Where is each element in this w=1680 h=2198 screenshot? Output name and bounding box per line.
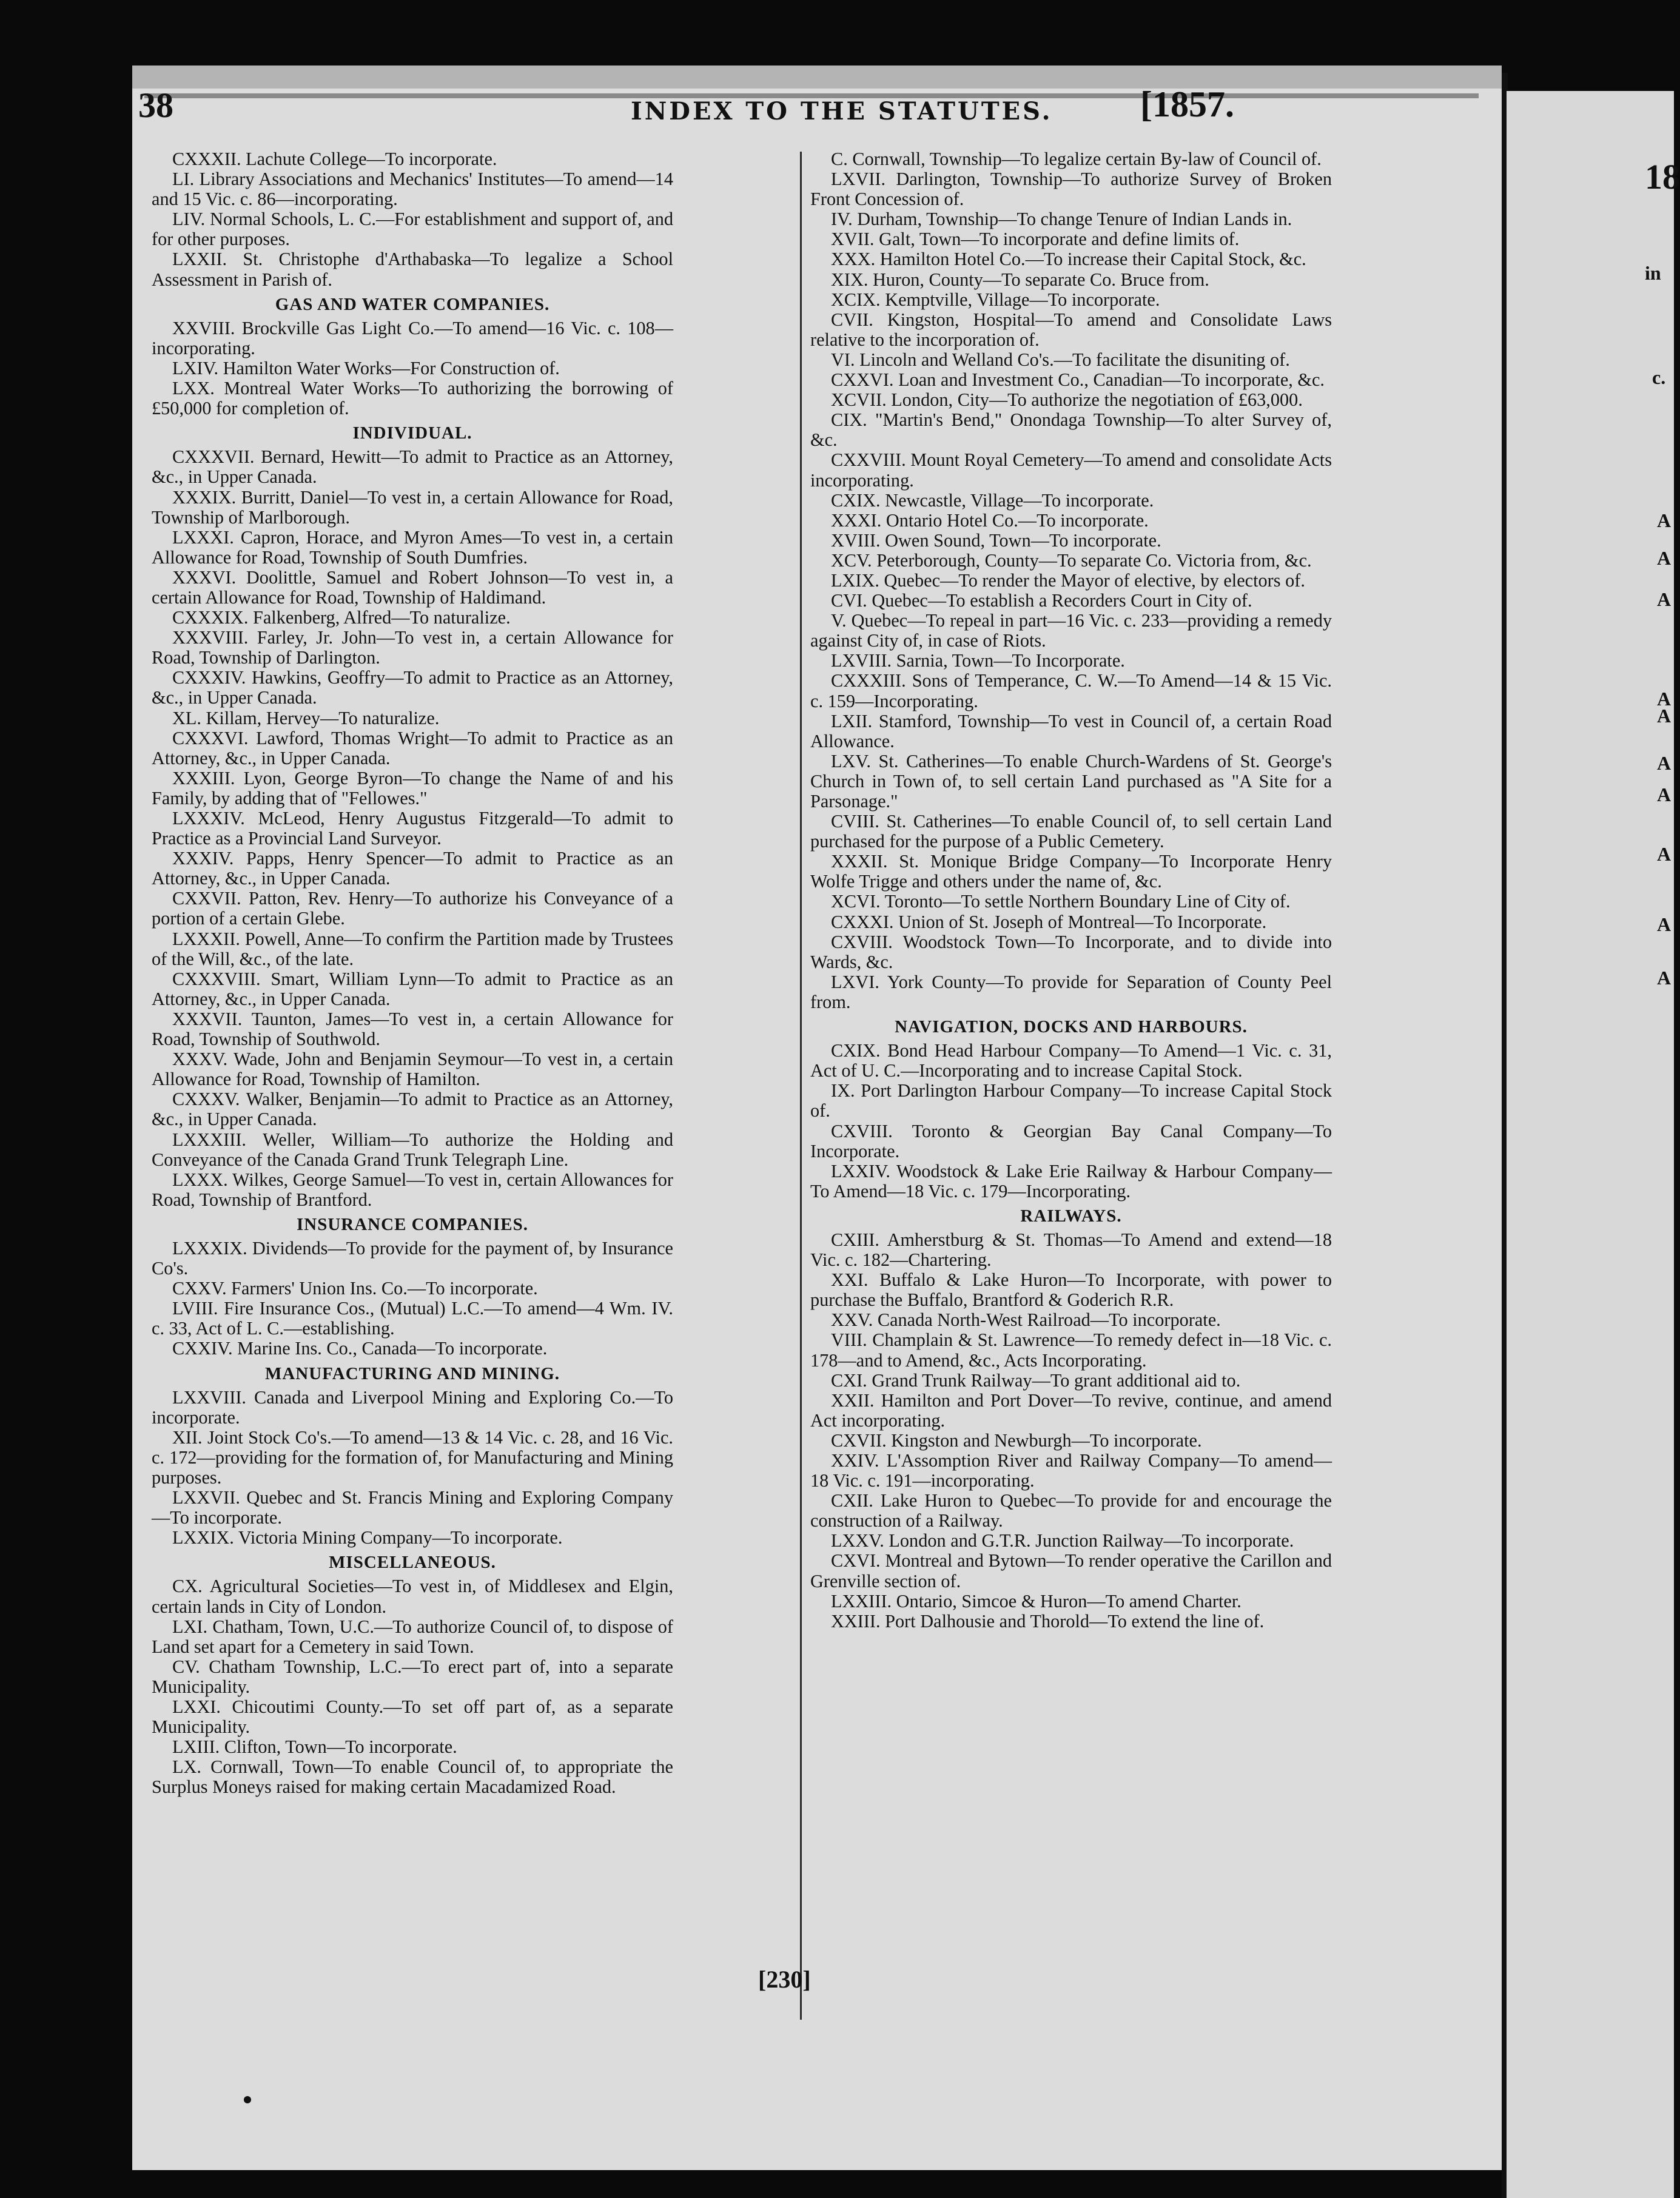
index-entry: CXXXIX. Falkenberg, Alfred—To naturalize. (172, 607, 511, 628)
adjacent-page-fragment: A (1657, 752, 1672, 774)
adjacent-page-fragment: in (1645, 262, 1661, 284)
index-entry: XXXI. Ontario Hotel Co.—To incorporate. (831, 509, 1149, 531)
adjacent-page-fragment: A (1657, 547, 1672, 569)
index-entry: VI. Lincoln and Welland Co's.—To facilitate the disuniting of. (831, 349, 1290, 370)
adjacent-page-fragment: A (1657, 784, 1672, 805)
index-entry: LXXV. London and G.T.R. Junction Railway—To incorporate. (831, 1530, 1294, 1551)
adjacent-page-fragment: A (1657, 705, 1672, 727)
index-entry: VIII. Champlain & St. Lawrence—To remedy defect in—18 Vic. c. 178—and to Amend, &c., Acts Incorporating. (810, 1329, 1332, 1371)
adjacent-page-fragment: A (1657, 588, 1672, 610)
page-top-band (132, 66, 1502, 89)
index-entry: CXI. Grand Trunk Railway—To grant additional aid to. (831, 1370, 1241, 1391)
index-entry: XXIII. Port Dalhousie and Thorold—To extend the line of. (831, 1610, 1265, 1632)
index-entry: XCIX. Kemptville, Village—To incorporate. (831, 289, 1160, 310)
index-entry: CXVI. Montreal and Bytown—To render operative the Carillon and Grenville section of. (810, 1550, 1332, 1591)
index-entry: LXIV. Hamilton Water Works—For Construction of. (172, 357, 560, 378)
index-entry: XXXVII. Taunton, James—To vest in, a certain Allowance for Road, Township of Southwold. (152, 1008, 673, 1050)
index-entry: CXVII. Kingston and Newburgh—To incorporate. (831, 1430, 1202, 1451)
index-entry: XXXVIII. Farley, Jr. John—To vest in, a certain Allowance for Road, Township of Darlington. (152, 627, 673, 668)
index-entry: CXXVIII. Mount Royal Cemetery—To amend and consolidate Acts incorporating. (810, 449, 1332, 491)
page-folio: [230] (758, 1966, 811, 1993)
right-column (810, 149, 1332, 1632)
index-entry: CXVIII. Toronto & Georgian Bay Canal Company—To Incorporate. (810, 1120, 1332, 1161)
index-entry: CIX. "Martin's Bend," Onondaga Township—To alter Survey of, &c. (810, 409, 1332, 451)
index-entry: CXXXII. Lachute College—To incorporate. (172, 149, 497, 169)
index-entry: XXXIV. Papps, Henry Spencer—To admit to Practice as an Attorney, &c., in Upper Canada. (152, 848, 673, 889)
adjacent-page-fragment: c. (1652, 366, 1666, 388)
index-entry: LXXXII. Powell, Anne—To confirm the Partition made by Trustees of the Will, &c., of the late. (152, 928, 673, 969)
index-entry: XXX. Hamilton Hotel Co.—To increase their Capital Stock, &c. (831, 249, 1306, 270)
index-entry: CXXXV. Walker, Benjamin—To admit to Practice as an Attorney, &c., in Upper Canada. (152, 1089, 673, 1130)
index-entry: XVII. Galt, Town—To incorporate and define limits of. (831, 229, 1240, 250)
index-entry: LX. Cornwall, Town—To enable Council of, to appropriate the Surplus Moneys raised for making certain Macadamized Road. (152, 1756, 673, 1798)
adjacent-page-fragment: A (1657, 967, 1672, 989)
page-year: [1857. (1140, 84, 1234, 124)
adjacent-page-fragment: A (1657, 688, 1672, 710)
page-title: INDEX TO THE STATUTES. (631, 97, 1053, 126)
section-heading: RAILWAYS. (1020, 1206, 1122, 1226)
index-entry: CX. Agricultural Societies—To vest in, of Middlesex and Elgin, certain lands in City of London. (152, 1576, 673, 1617)
section-heading: INSURANCE COMPANIES. (297, 1214, 528, 1234)
index-entry: LXXII. St. Christophe d'Arthabaska—To legalize a School Assessment in Parish of. (152, 249, 673, 290)
index-entry: CVI. Quebec—To establish a Recorders Court in City of. (831, 590, 1252, 611)
index-entry: XII. Joint Stock Co's.—To amend—13 & 14 Vic. c. 28, and 16 Vic. c. 172—providing for the formation of, for Manufacturing and Mining purposes. (152, 1427, 673, 1488)
index-entry: XVIII. Owen Sound, Town—To incorporate. (831, 529, 1161, 551)
index-entry: LXXIV. Woodstock & Lake Erie Railway & Harbour Company—To Amend—18 Vic. c. 179—Incorporating. (810, 1160, 1332, 1202)
index-entry: CXXXVII. Bernard, Hewitt—To admit to Practice as an Attorney, &c., in Upper Canada. (152, 446, 673, 488)
index-entry: XCVII. London, City—To authorize the negotiation of £63,000. (831, 389, 1303, 411)
index-entry: XCV. Peterborough, County—To separate Co. Victoria from, &c. (831, 550, 1312, 571)
index-entry: LXII. Stamford, Township—To vest in Council of, a certain Road Allowance. (810, 710, 1332, 751)
index-entry: LXXIX. Victoria Mining Company—To incorporate. (172, 1527, 563, 1548)
index-entry: CXXXIV. Hawkins, Geoffry—To admit to Practice as an Attorney, &c., in Upper Canada. (152, 667, 673, 708)
section-heading: INDIVIDUAL. (352, 423, 472, 443)
index-entry: XL. Killam, Hervey—To naturalize. (172, 707, 440, 728)
index-entry: XXI. Buffalo & Lake Huron—To Incorporate, with power to purchase the Buffalo, Brantford & Goderich R.R. (810, 1269, 1332, 1311)
index-entry: LXXVII. Quebec and St. Francis Mining and Exploring Company—To incorporate. (152, 1487, 673, 1528)
index-entry: CXXXI. Union of St. Joseph of Montreal—To Incorporate. (831, 911, 1267, 932)
index-entry: CXIII. Amherstburg & St. Thomas—To Amend and extend—18 Vic. c. 182—Chartering. (810, 1229, 1332, 1271)
index-entry: XIX. Huron, County—To separate Co. Bruce from. (831, 269, 1209, 290)
index-entry: XXXIII. Lyon, George Byron—To change the Name of and his Family, by adding that of "Fellowes." (152, 767, 673, 808)
index-entry: XXVIII. Brockville Gas Light Co.—To amend—16 Vic. c. 108—incorporating. (152, 317, 673, 358)
index-entry: CXIX. Newcastle, Village—To incorporate. (831, 489, 1154, 511)
index-entry: XXII. Hamilton and Port Dover—To revive, continue, and amend Act incorporating. (810, 1390, 1332, 1431)
section-heading: NAVIGATION, DOCKS AND HARBOURS. (895, 1017, 1248, 1037)
index-entry: LXXI. Chicoutimi County.—To set off part of, as a separate Municipality. (152, 1696, 673, 1738)
index-entry: CVII. Kingston, Hospital—To amend and Consolidate Laws relative to the incorporation of. (810, 309, 1332, 350)
index-entry: XXV. Canada North-West Railroad—To incorporate. (831, 1309, 1221, 1331)
index-entry: LXXXIX. Dividends—To provide for the payment of, by Insurance Co's. (152, 1237, 673, 1279)
index-entry: LXVII. Darlington, Township—To authorize Survey of Broken Front Concession of. (810, 169, 1332, 210)
index-entry: XXXV. Wade, John and Benjamin Seymour—To vest in, a certain Allowance for Road, Township of Hamilton. (152, 1049, 673, 1090)
left-column (152, 149, 673, 1798)
ink-speck (244, 2096, 251, 2103)
index-entry: XCVI. Toronto—To settle Northern Boundary Line of City of. (831, 891, 1291, 912)
index-entry: CXXVII. Patton, Rev. Henry—To authorize his Conveyance of a portion of a certain Glebe. (152, 888, 673, 929)
adjacent-page-strip (1507, 91, 1680, 2198)
adjacent-page-fragment: 18 (1645, 157, 1680, 197)
index-entry: LXXXI. Capron, Horace, and Myron Ames—To vest in, a certain Allowance for Road, Township of South Dumfries. (152, 526, 673, 568)
index-entry: LXXXIII. Weller, William—To authorize the Holding and Conveyance of the Canada Grand Trunk Telegraph Line. (152, 1129, 673, 1170)
index-entry: CXXV. Farmers' Union Ins. Co.—To incorporate. (172, 1278, 538, 1299)
section-heading: GAS AND WATER COMPANIES. (275, 294, 550, 314)
index-entry: CXXIV. Marine Ins. Co., Canada—To incorporate. (172, 1338, 548, 1359)
column-divider (800, 152, 802, 2020)
index-entry: LXI. Chatham, Town, U.C.—To authorize Council of, to dispose of Land set apart for a Cemetery in said Town. (152, 1616, 673, 1657)
index-entry: LXVI. York County—To provide for Separation of County Peel from. (810, 971, 1332, 1012)
index-entry: CXXVI. Loan and Investment Co., Canadian—To incorporate, &c. (831, 369, 1325, 391)
index-entry: CXXXVIII. Smart, William Lynn—To admit to Practice as an Attorney, &c., in Upper Canada. (152, 968, 673, 1009)
adjacent-page-fragment: A (1657, 509, 1672, 531)
index-entry: XXXII. St. Monique Bridge Company—To Incorporate Henry Wolfe Trigge and others under the name of, &c. (810, 851, 1332, 892)
section-heading: MISCELLANEOUS. (329, 1553, 496, 1573)
index-entry: CXII. Lake Huron to Quebec—To provide for and encourage the construction of a Railway. (810, 1490, 1332, 1531)
index-entry: IX. Port Darlington Harbour Company—To increase Capital Stock of. (810, 1080, 1332, 1121)
index-entry: LXIII. Clifton, Town—To incorporate. (172, 1736, 457, 1758)
index-entry: LVIII. Fire Insurance Cos., (Mutual) L.C.—To amend—4 Wm. IV. c. 33, Act of L. C.—establishing. (152, 1298, 673, 1339)
index-entry: LXXVIII. Canada and Liverpool Mining and Exploring Co.—To incorporate. (152, 1386, 673, 1428)
page-number: 38 (138, 86, 173, 125)
index-entry: CVIII. St. Catherines—To enable Council of, to sell certain Land purchased for the purpose of a Public Cemetery. (810, 811, 1332, 852)
index-entry: CXVIII. Woodstock Town—To Incorporate, and to divide into Wards, &c. (810, 931, 1332, 972)
index-entry: IV. Durham, Township—To change Tenure of Indian Lands in. (831, 209, 1292, 230)
index-entry: XXXVI. Doolittle, Samuel and Robert Johnson—To vest in, a certain Allowance for Road, Township of Haldimand. (152, 566, 673, 608)
index-entry: C. Cornwall, Township—To legalize certain By-law of Council of. (831, 149, 1322, 169)
index-entry: LIV. Normal Schools, L. C.—For establishment and support of, and for other purposes. (152, 209, 673, 250)
index-entry: LXX. Montreal Water Works—To authorizing the borrowing of £50,000 for completion of. (152, 378, 673, 419)
index-entry: XXIV. L'Assomption River and Railway Company—To amend—18 Vic. c. 191—incorporating. (810, 1450, 1332, 1491)
adjacent-page-fragment: A (1657, 843, 1672, 865)
index-entry: V. Quebec—To repeal in part—16 Vic. c. 233—providing a remedy against City of, in case of Riots. (810, 610, 1332, 651)
index-entry: LXXIII. Ontario, Simcoe & Huron—To amend Charter. (831, 1590, 1242, 1612)
index-entry: LI. Library Associations and Mechanics' Institutes—To amend—14 and 15 Vic. c. 86—incorporating. (152, 169, 673, 210)
index-entry: CXXXIII. Sons of Temperance, C. W.—To Amend—14 & 15 Vic. c. 159—Incorporating. (810, 670, 1332, 711)
adjacent-page-fragment: A (1657, 913, 1672, 935)
index-entry: LXIX. Quebec—To render the Mayor of elective, by electors of. (831, 570, 1305, 591)
index-entry: LXVIII. Sarnia, Town—To Incorporate. (831, 650, 1125, 671)
index-entry: LXV. St. Catherines—To enable Church-Wardens of St. George's Church in Town of, to sell certain Land purchased as "A Site for a Parsonage." (810, 750, 1332, 812)
index-entry: LXXXIV. McLeod, Henry Augustus Fitzgerald—To admit to Practice as a Provincial Land Surveyor. (152, 808, 673, 849)
index-entry: LXXX. Wilkes, George Samuel—To vest in, certain Allowances for Road, Township of Brantford. (152, 1169, 673, 1210)
index-entry: XXXIX. Burritt, Daniel—To vest in, a certain Allowance for Road, Township of Marlborough. (152, 486, 673, 528)
index-entry: CXXXVI. Lawford, Thomas Wright—To admit to Practice as an Attorney, &c., in Upper Canada. (152, 727, 673, 768)
index-entry: CXIX. Bond Head Harbour Company—To Amend—1 Vic. c. 31, Act of U. C.—Incorporating and to increase Capital Stock. (810, 1040, 1332, 1081)
index-entry: CV. Chatham Township, L.C.—To erect part of, into a separate Municipality. (152, 1656, 673, 1697)
section-heading: MANUFACTURING AND MINING. (264, 1363, 560, 1383)
